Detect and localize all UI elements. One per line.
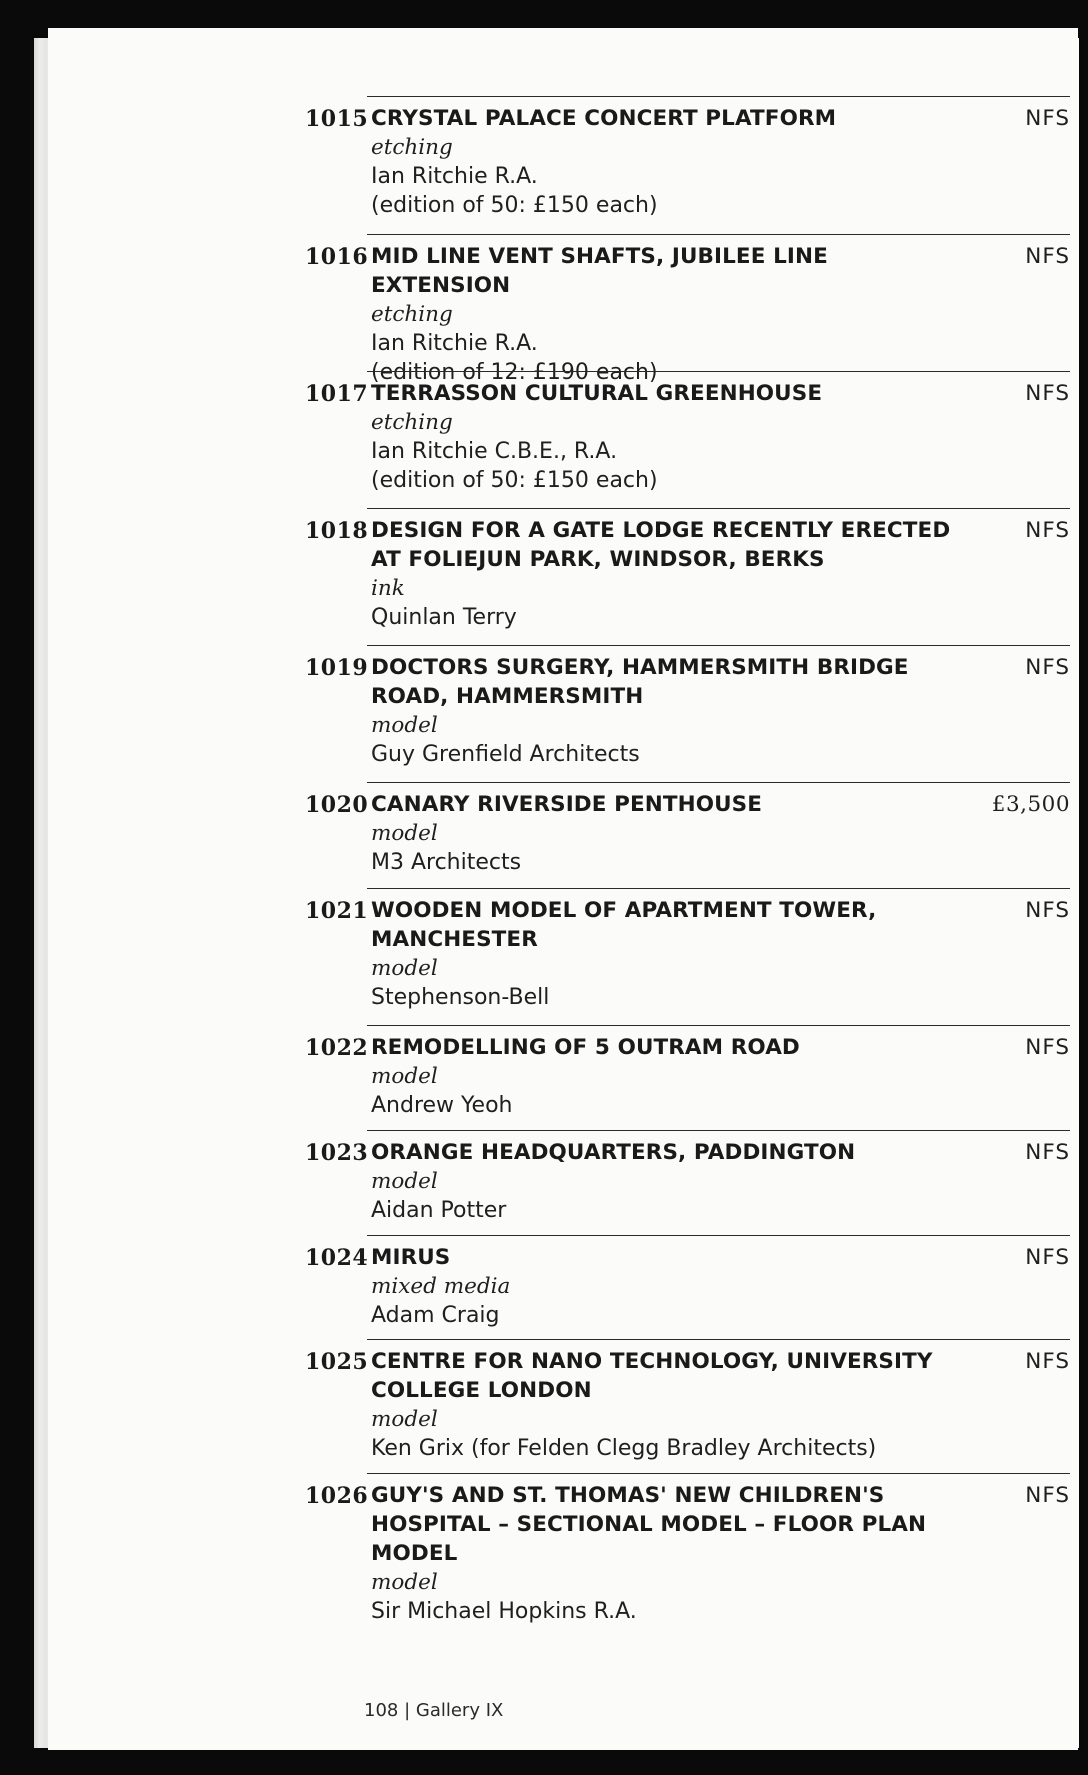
entry-divider	[367, 1339, 1070, 1340]
entry-artist: Guy Grenfield Architects	[371, 742, 640, 767]
entry-artist: Stephenson-Bell	[371, 985, 550, 1010]
entry-price: NFS	[1025, 244, 1070, 269]
entry-artist: Aidan Potter	[371, 1198, 507, 1223]
entry-divider	[367, 96, 1070, 97]
entry-divider	[367, 782, 1070, 783]
entry-details	[371, 1243, 971, 1330]
entry-medium: model	[371, 1570, 438, 1595]
entry-artist: Sir Michael Hopkins R.A.	[371, 1599, 637, 1624]
entry-artist: Adam Craig	[371, 1303, 500, 1328]
entry-price: NFS	[1025, 1483, 1070, 1508]
entry-medium: model	[371, 1064, 438, 1089]
entry-number: 1024	[305, 1245, 369, 1271]
page-footer: 108 | Gallery IX	[364, 1700, 504, 1721]
entry-number: 1016	[305, 244, 369, 270]
entry-details	[371, 1481, 971, 1626]
entry-medium: model	[371, 1407, 438, 1432]
entry-details	[371, 516, 971, 632]
entry-medium: etching	[371, 135, 453, 160]
entry-price: NFS	[1025, 1035, 1070, 1060]
entry-artist: Ian Ritchie C.B.E., R.A.	[371, 439, 618, 464]
entry-price: NFS	[1025, 518, 1070, 543]
entry-title: CENTRE FOR NANO TECHNOLOGY, UNIVERSITY COLLEGE LONDON	[371, 1349, 933, 1403]
entry-medium: model	[371, 713, 438, 738]
entry-number: 1025	[305, 1349, 369, 1375]
entry-divider	[367, 234, 1070, 235]
entry-number: 1023	[305, 1140, 369, 1166]
entry-details	[371, 242, 971, 387]
entry-price: £3,500	[991, 792, 1070, 817]
entry-details	[371, 653, 971, 769]
entry-number: 1015	[305, 106, 369, 132]
entry-edition: (edition of 50: £150 each)	[371, 468, 658, 493]
entry-divider	[367, 1235, 1070, 1236]
entry-details	[371, 1138, 971, 1225]
entry-title: MID LINE VENT SHAFTS, JUBILEE LINE EXTENSION	[371, 244, 828, 298]
entry-divider	[367, 371, 1070, 372]
entry-artist: Ian Ritchie R.A.	[371, 331, 538, 356]
entry-details	[371, 896, 971, 1012]
entry-price: NFS	[1025, 1349, 1070, 1374]
entry-details	[371, 104, 971, 220]
entry-details	[371, 379, 971, 495]
entry-title: GUY'S AND ST. THOMAS' NEW CHILDREN'S HOSPITAL – SECTIONAL MODEL – FLOOR PLAN MODEL	[371, 1483, 927, 1566]
entry-price: NFS	[1025, 381, 1070, 406]
entry-edition: (edition of 12: £190 each)	[371, 360, 658, 385]
entry-artist: M3 Architects	[371, 850, 522, 875]
entry-number: 1026	[305, 1483, 369, 1509]
entry-artist: Ian Ritchie R.A.	[371, 164, 538, 189]
entry-price: NFS	[1025, 898, 1070, 923]
entry-price: NFS	[1025, 106, 1070, 131]
entry-medium: etching	[371, 410, 453, 435]
entry-medium: model	[371, 821, 438, 846]
entry-artist: Andrew Yeoh	[371, 1093, 513, 1118]
entry-title: REMODELLING OF 5 OUTRAM ROAD	[371, 1035, 800, 1060]
entry-number: 1018	[305, 518, 369, 544]
entry-title: WOODEN MODEL OF APARTMENT TOWER, MANCHESTER	[371, 898, 877, 952]
entry-number: 1017	[305, 381, 369, 407]
entry-title: CRYSTAL PALACE CONCERT PLATFORM	[371, 106, 837, 131]
entry-details	[371, 1033, 971, 1120]
entry-medium: etching	[371, 302, 453, 327]
entry-title: CANARY RIVERSIDE PENTHOUSE	[371, 792, 763, 817]
entry-price: NFS	[1025, 655, 1070, 680]
entry-title: ORANGE HEADQUARTERS, PADDINGTON	[371, 1140, 856, 1165]
entry-title: TERRASSON CULTURAL GREENHOUSE	[371, 381, 823, 406]
entry-number: 1019	[305, 655, 369, 681]
entry-medium: model	[371, 1169, 438, 1194]
entry-divider	[367, 1473, 1070, 1474]
entry-number: 1020	[305, 792, 369, 818]
entry-artist: Ken Grix (for Felden Clegg Bradley Architects)	[371, 1436, 877, 1461]
entry-divider	[367, 1025, 1070, 1026]
entry-edition: (edition of 50: £150 each)	[371, 193, 658, 218]
entry-number: 1021	[305, 898, 369, 924]
entry-number: 1022	[305, 1035, 369, 1061]
entry-title: MIRUS	[371, 1245, 451, 1270]
entry-divider	[367, 645, 1070, 646]
entry-divider	[367, 508, 1070, 509]
entry-details	[371, 1347, 971, 1463]
entry-price: NFS	[1025, 1245, 1070, 1270]
entry-details	[371, 790, 971, 877]
entry-price: NFS	[1025, 1140, 1070, 1165]
entry-artist: Quinlan Terry	[371, 605, 517, 630]
entry-medium: mixed media	[371, 1274, 511, 1299]
entry-title: DOCTORS SURGERY, HAMMERSMITH BRIDGE ROAD, HAMMERSMITH	[371, 655, 909, 709]
entry-medium: model	[371, 956, 438, 981]
entry-title: DESIGN FOR A GATE LODGE RECENTLY ERECTED AT FOLIEJUN PARK, WINDSOR, BERKS	[371, 518, 951, 572]
entry-divider	[367, 1130, 1070, 1131]
entry-medium: ink	[371, 576, 405, 601]
entry-divider	[367, 888, 1070, 889]
